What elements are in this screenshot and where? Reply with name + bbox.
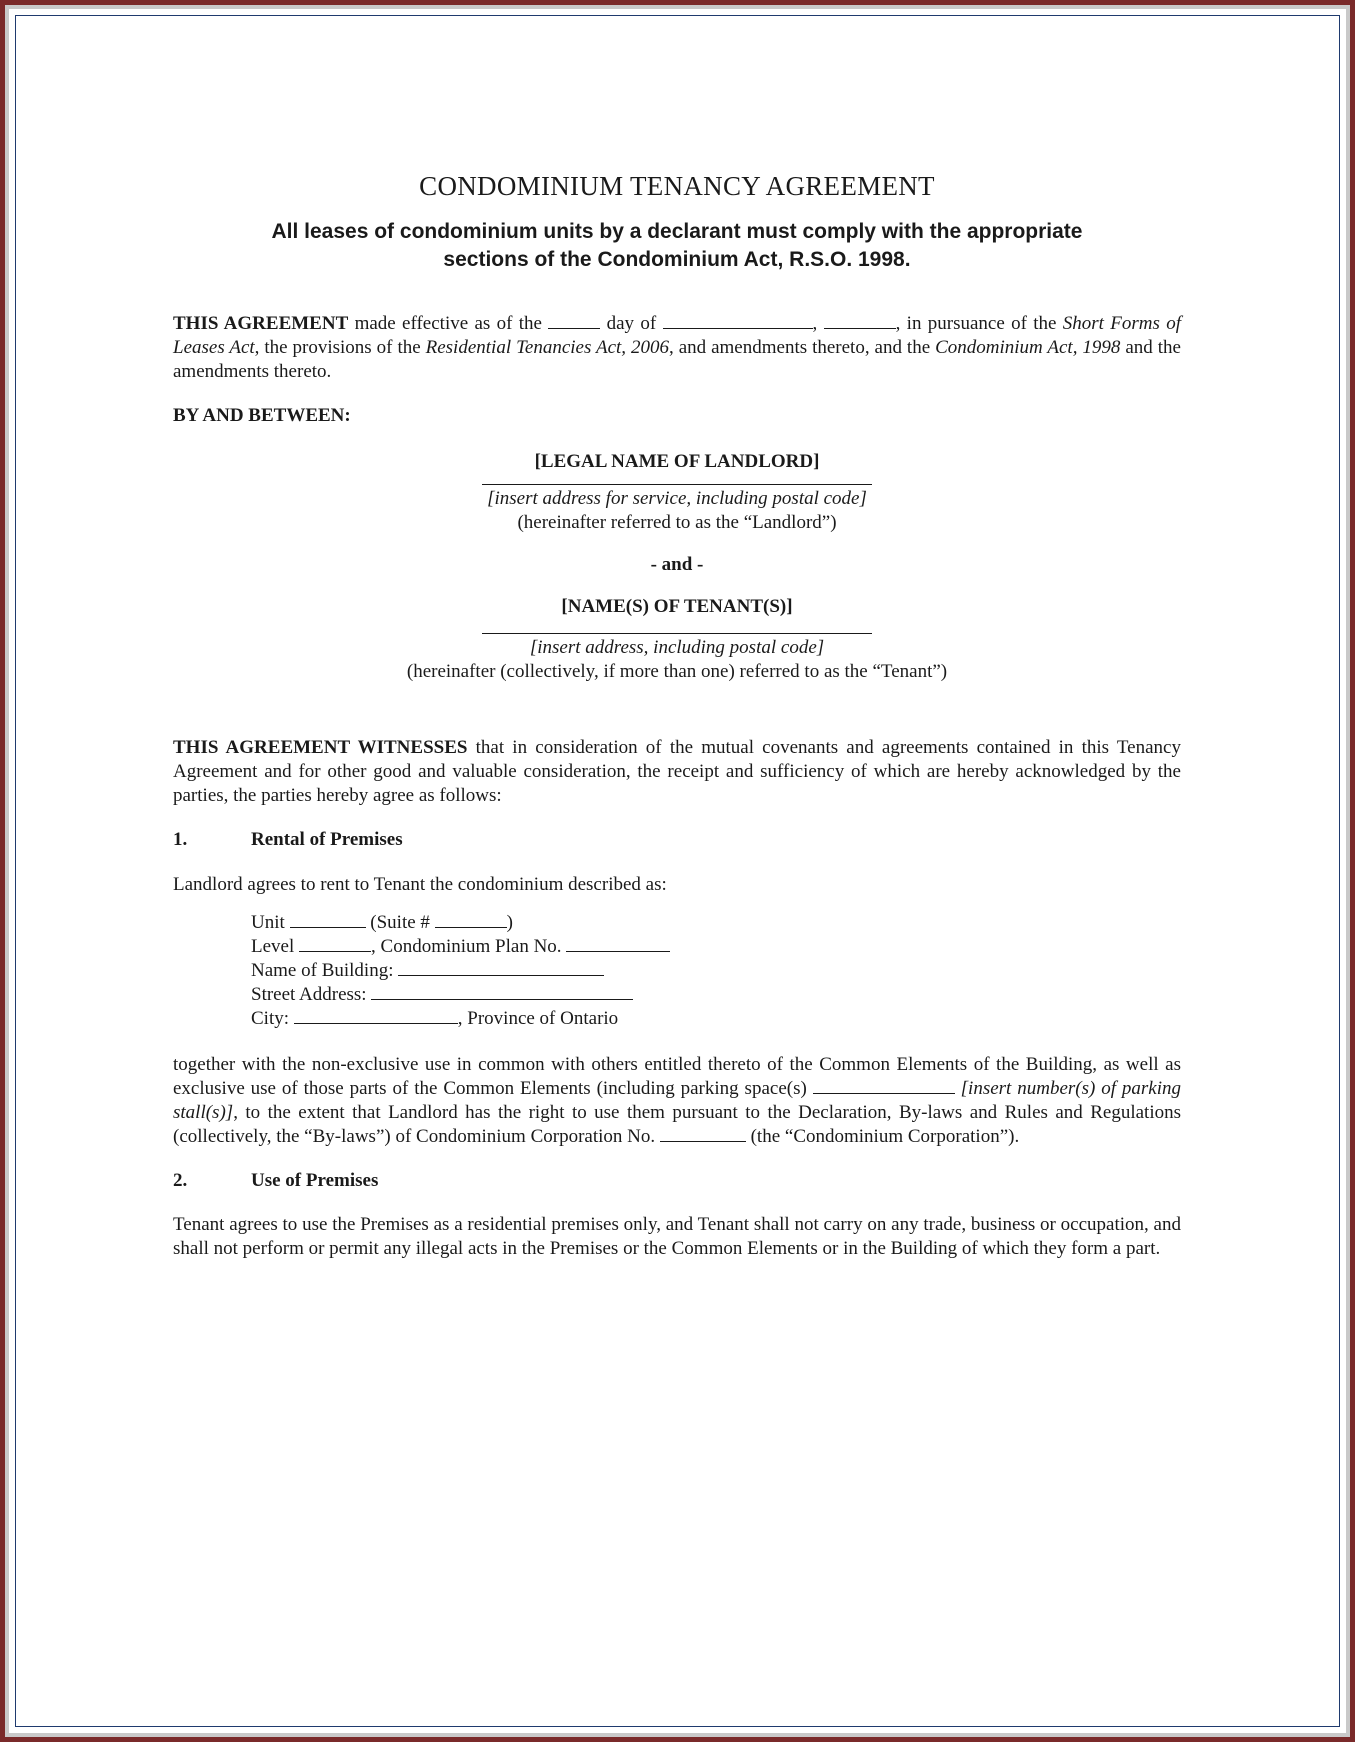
tenant-name: [NAME(S) OF TENANT(S)] bbox=[561, 596, 793, 617]
city-blank[interactable] bbox=[294, 1007, 458, 1024]
city-label: City: bbox=[251, 1008, 290, 1029]
subtitle-line-1: All leases of condominium units by a declarant must comply with the appropriate bbox=[271, 220, 1083, 243]
level-line bbox=[251, 935, 1181, 959]
level-label: Level bbox=[251, 936, 295, 957]
section-2-number: 2. bbox=[173, 1170, 188, 1191]
act-short-forms: Short Forms of Leases Act bbox=[173, 313, 1181, 358]
day-blank[interactable] bbox=[548, 312, 600, 329]
section-1-title: Rental of Premises bbox=[251, 829, 403, 850]
building-label: Name of Building: bbox=[251, 960, 394, 981]
building-blank[interactable] bbox=[398, 959, 604, 976]
witnesses-text: that in consideration of the mutual covenants and agreements contained in this Tenancy Agreement and for other good and valuable consideration, the receipt and sufficiency of which are hereby acknowledged by the parties, the parties hereby agree as follows: bbox=[173, 737, 1181, 806]
landlord-reference: (hereinafter referred to as the “Landlord”) bbox=[517, 512, 837, 533]
by-and-between: BY AND BETWEEN: bbox=[173, 405, 351, 426]
building-line bbox=[251, 959, 1181, 983]
unit-label: Unit bbox=[251, 912, 285, 933]
street-line bbox=[251, 983, 1181, 1007]
tenant-reference: (hereinafter (collectively, if more than one) referred to as the “Tenant”) bbox=[406, 661, 948, 682]
parking-instruction: [insert number(s) of parking stall(s)] bbox=[173, 1078, 1182, 1123]
document-subtitle bbox=[173, 218, 1181, 274]
year-blank[interactable] bbox=[824, 312, 896, 329]
landlord-name: [LEGAL NAME OF LANDLORD] bbox=[534, 451, 820, 472]
intro-text-7: and the amendments thereto. bbox=[173, 337, 1181, 382]
street-label: Street Address: bbox=[251, 984, 367, 1005]
corporation-number-blank[interactable] bbox=[660, 1125, 746, 1142]
intro-text-6: , and amendments thereto, and the bbox=[669, 337, 936, 358]
intro-text-1: made effective as of the bbox=[348, 313, 549, 334]
document-title: CONDOMINIUM TENANCY AGREEMENT bbox=[419, 171, 935, 201]
landlord-address: [insert address for service, including postal code] bbox=[487, 488, 867, 509]
city-line bbox=[251, 1007, 1181, 1031]
intro-lead: THIS AGREEMENT bbox=[173, 313, 349, 334]
suite-blank[interactable] bbox=[435, 911, 507, 928]
intro-text-5: , the provisions of the bbox=[254, 337, 426, 358]
common-elements-paragraph bbox=[173, 1053, 1181, 1149]
province-label: , Province of Ontario bbox=[457, 1008, 619, 1029]
and-separator: - and - bbox=[650, 554, 704, 575]
intro-text-2: day of bbox=[600, 313, 663, 334]
unit-line bbox=[251, 911, 1181, 935]
month-blank[interactable] bbox=[663, 312, 813, 329]
plan-blank[interactable] bbox=[566, 935, 670, 952]
witnesses-paragraph bbox=[173, 736, 1181, 808]
premises-description bbox=[251, 911, 1181, 1031]
intro-text-3: , bbox=[812, 313, 824, 334]
parking-blank[interactable] bbox=[813, 1077, 955, 1094]
act-residential-tenancies: Residential Tenancies Act, 2006 bbox=[425, 337, 669, 358]
level-blank[interactable] bbox=[299, 935, 371, 952]
section-1-number: 1. bbox=[173, 829, 188, 850]
subtitle-line-2: sections of the Condominium Act, R.S.O. 1998. bbox=[443, 248, 911, 271]
tenant-address: [insert address, including postal code] bbox=[529, 637, 825, 658]
act-condominium: Condominium Act, 1998 bbox=[935, 337, 1121, 358]
plan-label: , Condominium Plan No. bbox=[371, 936, 562, 957]
intro-paragraph bbox=[173, 312, 1181, 384]
common-elements-text-a: together with the non-exclusive use in common with others entitled thereto of the Common Elements of the Building, as well as exclusive use of those parts of the Common Elements (including parking space(s) bbox=[173, 1054, 1181, 1099]
suite-label: (Suite # bbox=[370, 912, 430, 933]
document-page bbox=[173, 150, 1181, 1261]
tenant-signature-line[interactable] bbox=[482, 633, 872, 634]
common-elements-text-b: , to the extent that Landlord has the right to use them pursuant to the Declaration, By-laws and Rules and Regulations (collectively, the “By-laws”) of Condominium Corporation No. bbox=[173, 1102, 1181, 1147]
common-elements-text-c: (the “Condominium Corporation”). bbox=[745, 1126, 1020, 1147]
section-1-lead: Landlord agrees to rent to Tenant the condominium described as: bbox=[173, 874, 667, 895]
landlord-signature-line[interactable] bbox=[482, 484, 872, 485]
section-2-paragraph: Tenant agrees to use the Premises as a residential premises only, and Tenant shall not carry on any trade, business or occupation, and shall not perform or permit any illegal acts in the Premises or the Common Elements or in the Building of which they form a part. bbox=[173, 1214, 1181, 1259]
unit-blank[interactable] bbox=[290, 911, 366, 928]
witnesses-lead: THIS AGREEMENT WITNESSES bbox=[173, 737, 468, 758]
street-blank[interactable] bbox=[371, 983, 633, 1000]
suite-close: ) bbox=[506, 912, 513, 933]
section-2-title: Use of Premises bbox=[251, 1170, 379, 1191]
intro-text-4: , in pursuance of the bbox=[895, 313, 1063, 334]
section-1-heading bbox=[173, 828, 1181, 852]
section-2-heading bbox=[173, 1169, 1181, 1193]
